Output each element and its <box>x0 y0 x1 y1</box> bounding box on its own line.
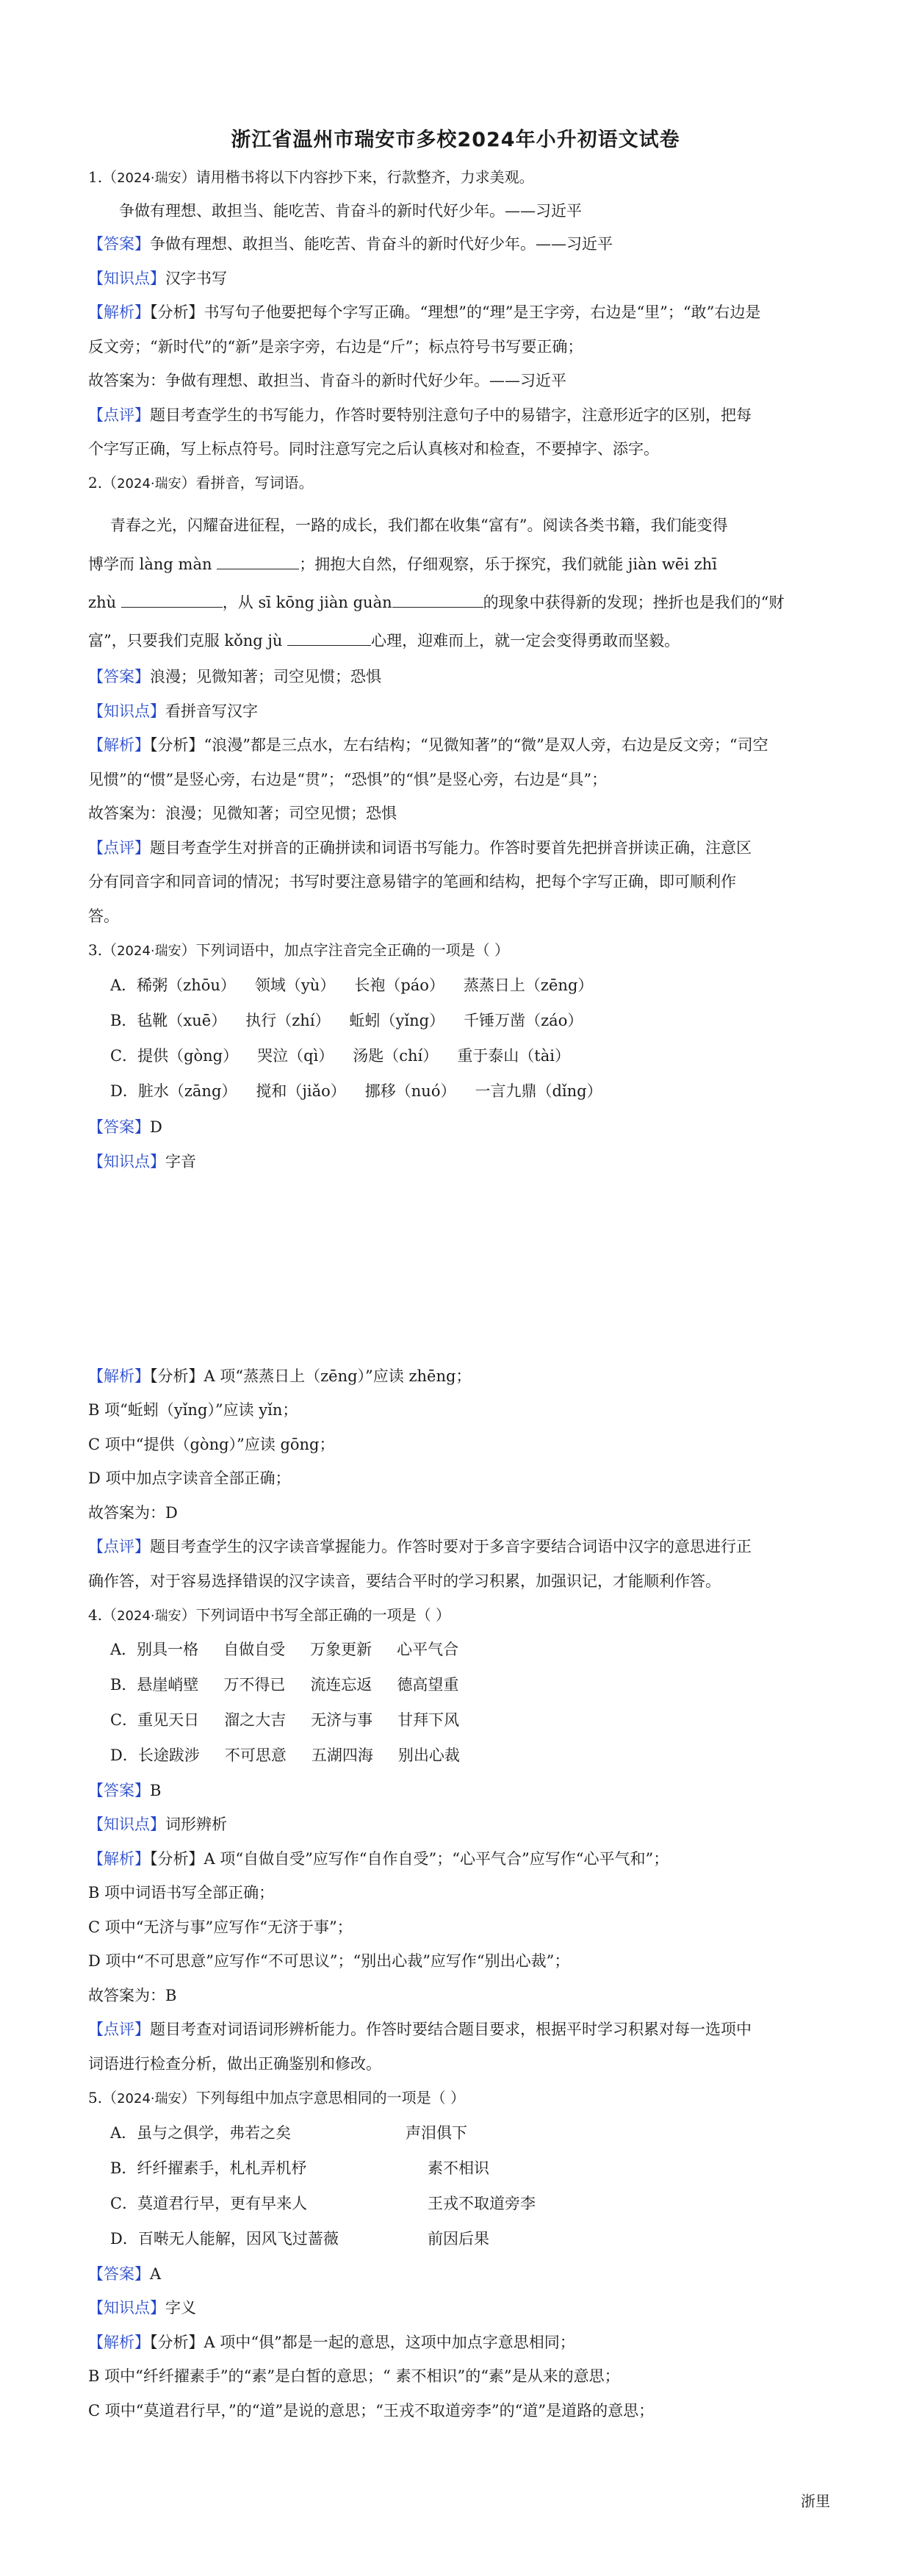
q1-analysis-3: 故答案为：争做有理想、敢担当、肯奋斗的新时代好少年。——习近平 <box>88 372 566 389</box>
option-word: 挪移（nuó） <box>364 1082 456 1100</box>
option-sentence: A．虽与之俱学，弗若之矣 <box>110 2124 292 2142</box>
q3-answer <box>88 1116 830 1138</box>
q3-analysis-3: C 项中“提供（gòng）”应读 gōng； <box>88 1436 335 1453</box>
option-word: D．脏水（zāng） <box>110 1082 237 1100</box>
answer-label: 【答案】 <box>88 235 150 253</box>
question-5 <box>88 2087 830 2110</box>
answer-text: 争做有理想、敢担当、能吃苦、肯奋斗的新时代好少年。——习近平 <box>150 235 613 253</box>
comment-label: 【点评】 <box>88 1538 150 1555</box>
q5-answer <box>88 2263 830 2285</box>
knowledge-text: 看拼音写汉字 <box>165 702 258 720</box>
option-word: B．毡靴（xuē） <box>110 1012 227 1029</box>
q2-comment-2: 分有同音字和同音词的情况；书写时要注意易错字的笔画和结构，把每个字写正确，即可顺利作 <box>88 873 736 891</box>
option-word: 五湖四海 <box>311 1746 373 1764</box>
q3-option-a[interactable] <box>110 974 852 996</box>
analysis-label: 【解析】 <box>88 736 150 754</box>
analysis-text: 【分析】书写句子他要把每个字写正确。“理想”的“理”是王字旁，右边是“里”；“敢”右边是 <box>150 303 761 321</box>
question-number: 3.（ <box>88 941 118 959</box>
q1-analysis-2: 反文旁；“新时代”的“新”是亲字旁，右边是“斤”；标点符号书写要正确； <box>88 338 583 356</box>
comment-text: 题目考查学生的汉字读音掌握能力。作答时要对于多音字要结合词语中汉字的意思进行正 <box>150 1538 752 1555</box>
page-footer: 浙里 <box>801 2492 830 2510</box>
q1-quote: 争做有理想、敢担当、能吃苦、肯奋斗的新时代好少年。——习近平 <box>119 202 582 220</box>
option-word: A．别具一格 <box>110 1641 199 1658</box>
q3-analysis-5: 故答案为：D <box>88 1504 178 1522</box>
passage-text: 博学而 làng màn <box>88 555 217 573</box>
option-word: 汤匙（chí） <box>353 1047 439 1065</box>
answer-label: 【答案】 <box>88 668 150 686</box>
q3-option-b[interactable] <box>110 1010 852 1032</box>
option-word: 德高望重 <box>397 1676 459 1694</box>
q1-answer <box>88 233 830 255</box>
answer-text: 浪漫；见微知著；司空见惯；恐惧 <box>150 668 381 686</box>
option-word: 心平气合 <box>397 1641 459 1658</box>
option-word: 别出心裁 <box>397 1746 460 1764</box>
q2-comment-3: 答。 <box>88 907 119 925</box>
option-word: 不可思意 <box>224 1746 287 1764</box>
q5-analysis-1 <box>88 2331 830 2353</box>
question-source: 2024·瑞安 <box>117 2091 181 2107</box>
q4-option-c[interactable] <box>110 1709 852 1731</box>
passage-text: zhù <box>88 594 121 611</box>
q2-analysis-1 <box>88 734 830 756</box>
q2-passage-1: 青春之光，闪耀奋进征程，一路的成长，我们都在收集“富有”。阅读各类书籍，我们能变得 <box>110 517 728 534</box>
q5-option-b[interactable] <box>110 2157 852 2179</box>
option-word: 蚯蚓（yǐng） <box>349 1012 445 1029</box>
option-word: D．长途跋涉 <box>110 1746 200 1764</box>
comment-label: 【点评】 <box>88 406 150 424</box>
passage-text: ，从 sī kōng jiàn guàn <box>222 594 392 611</box>
option-word: 执行（zhí） <box>245 1012 331 1029</box>
question-source: 2024·瑞安 <box>117 476 181 492</box>
q2-passage-4 <box>88 629 830 652</box>
q5-analysis-2: B 项中“纤纤擢素手”的“素”是白皙的意思；“ 素不相识”的“素”是从来的意思； <box>88 2367 620 2385</box>
q1-comment-2: 个字写正确，写上标点符号。同时注意写完之后认真核对和检查，不要掉字、添字。 <box>88 440 659 458</box>
q5-option-a[interactable] <box>110 2122 852 2144</box>
analysis-label: 【解析】 <box>88 303 150 321</box>
option-sentence: C．莫道君行早，更有早来人 <box>110 2195 308 2212</box>
option-word: 王戎不取道旁李 <box>428 2195 536 2212</box>
q5-option-d[interactable] <box>110 2228 852 2250</box>
option-sentence: B．纤纤擢素手，札札弄机杼 <box>110 2159 307 2177</box>
option-word: 万不得已 <box>223 1676 286 1694</box>
q1-knowledge <box>88 267 830 289</box>
q3-comment-1 <box>88 1536 830 1558</box>
answer-text: B <box>150 1782 162 1799</box>
knowledge-text: 汉字书写 <box>165 270 227 287</box>
q4-knowledge <box>88 1813 830 1835</box>
option-word: 甘拜下风 <box>397 1711 460 1729</box>
knowledge-text: 词形辨析 <box>165 1816 227 1833</box>
analysis-text: 【分析】A 项“蒸蒸日上（zēng）”应读 zhēng； <box>150 1367 472 1385</box>
answer-label: 【答案】 <box>88 1118 150 1136</box>
q4-comment-2: 词语进行检查分析，做出正确鉴别和修改。 <box>88 2055 381 2073</box>
q2-analysis-2: 见惯”的“惯”是竖心旁，右边是“贯”；“恐惧”的“惧”是竖心旁，右边是“具”； <box>88 771 608 788</box>
q3-comment-2: 确作答，对于容易选择错误的汉字读音，要结合平时的学习积累，加强识记，才能顺利作答。 <box>88 1572 721 1590</box>
analysis-label: 【解析】 <box>88 1850 150 1868</box>
option-word: 领域（yù） <box>254 976 336 994</box>
knowledge-label: 【知识点】 <box>88 2299 165 2317</box>
option-word: 千锤万凿（záo） <box>464 1012 583 1029</box>
passage-text: 富”，只要我们克服 kǒng jù <box>88 632 288 650</box>
option-word: B．悬崖峭壁 <box>110 1676 199 1694</box>
comment-label: 【点评】 <box>88 839 150 857</box>
option-word: A．稀粥（zhōu） <box>110 976 236 994</box>
option-word: 自做自受 <box>223 1641 286 1658</box>
q3-option-d[interactable] <box>110 1080 852 1102</box>
comment-text: 题目考查学生对拼音的正确拼读和词语书写能力。作答时要首先把拼音拼读正确，注意区 <box>150 839 752 857</box>
option-word: 声泪俱下 <box>406 2124 467 2142</box>
q2-comment-1 <box>88 837 830 859</box>
question-prompt: ）请用楷书将以下内容抄下来，行款整齐，力求美观。 <box>181 168 534 186</box>
question-number: 5.（ <box>88 2089 118 2107</box>
option-word: C．提供（gòng） <box>110 1047 239 1065</box>
q5-knowledge <box>88 2297 830 2319</box>
analysis-label: 【解析】 <box>88 1367 150 1385</box>
q5-analysis-3: C 项中“莫道君行早，”的“道”是说的意思；“王戎不取道旁李”的“道”是道路的意思； <box>88 2402 655 2420</box>
question-2 <box>88 472 830 495</box>
q4-analysis-3: C 项中“无济与事”应写作“无济于事”； <box>88 1918 353 1936</box>
option-word: 一言九鼎（dǐng） <box>475 1082 602 1100</box>
analysis-text: 【分析】“浪漫”都是三点水，左右结构；“见微知著”的“微”是双人旁，右边是反文旁；“司空 <box>150 736 768 754</box>
q5-option-c[interactable] <box>110 2192 852 2215</box>
q4-analysis-4: D 项中“不可思意”应写作“不可思议”；“别出心裁”应写作“别出心裁”； <box>88 1952 570 1970</box>
q1-comment-1 <box>88 404 830 426</box>
question-number: 2.（ <box>88 474 118 492</box>
question-1 <box>88 166 830 190</box>
option-word: 无济与事 <box>311 1711 373 1729</box>
knowledge-label: 【知识点】 <box>88 702 165 720</box>
question-source: 2024·瑞安 <box>117 170 181 186</box>
q3-analysis-4: D 项中加点字读音全部正确； <box>88 1469 291 1487</box>
option-word: 重于泰山（tài） <box>457 1047 570 1065</box>
option-word: 哭泣（qì） <box>257 1047 334 1065</box>
q2-passage-3 <box>88 591 830 614</box>
option-sentence: D．百啭无人能解，因风飞过蔷薇 <box>110 2230 339 2248</box>
option-word: C．重见天日 <box>110 1711 200 1729</box>
knowledge-label: 【知识点】 <box>88 270 165 287</box>
answer-blank[interactable] <box>121 591 223 608</box>
question-prompt: ）看拼音，写词语。 <box>181 474 314 492</box>
question-source: 2024·瑞安 <box>117 1608 181 1624</box>
option-word: 长袍（páo） <box>354 976 444 994</box>
q2-answer <box>88 666 830 688</box>
passage-text: 的现象中获得新的发现；挫折也是我们的“财 <box>483 594 785 611</box>
analysis-label: 【解析】 <box>88 2334 150 2351</box>
answer-blank[interactable] <box>287 629 371 646</box>
answer-label: 【答案】 <box>88 2265 150 2283</box>
knowledge-label: 【知识点】 <box>88 1816 165 1833</box>
q3-analysis-1 <box>88 1365 830 1387</box>
q4-analysis-1 <box>88 1848 830 1870</box>
question-source: 2024·瑞安 <box>117 943 181 959</box>
answer-blank[interactable] <box>392 591 483 608</box>
question-number: 1.（ <box>88 168 118 186</box>
question-prompt: ）下列词语中书写全部正确的一项是（ ） <box>181 1606 450 1624</box>
option-word: 流连忘返 <box>310 1676 372 1694</box>
option-word: 溜之大吉 <box>224 1711 287 1729</box>
knowledge-label: 【知识点】 <box>88 1153 165 1170</box>
analysis-text: 【分析】A 项“自做自受”应写作“自作自受”；“心平气合”应写作“心平气和”； <box>150 1850 669 1868</box>
q1-analysis-1 <box>88 301 830 323</box>
comment-text: 题目考查对词语词形辨析能力。作答时要结合题目要求，根据平时学习积累对每一选项中 <box>150 2021 752 2038</box>
option-word: 搅和（jiǎo） <box>256 1082 346 1100</box>
answer-blank[interactable] <box>217 553 299 569</box>
answer-label: 【答案】 <box>88 1782 150 1799</box>
question-prompt: ）下列词语中，加点字注音完全正确的一项是（ ） <box>181 941 509 959</box>
q2-passage-2 <box>88 553 830 575</box>
analysis-text: 【分析】A 项中“俱”都是一起的意思，这项中加点字意思相同； <box>150 2334 575 2351</box>
q2-analysis-3: 故答案为：浪漫；见微知著；司空见惯；恐惧 <box>88 805 397 822</box>
question-number: 4.（ <box>88 1606 118 1624</box>
question-prompt: ）下列每组中加点字意思相同的一项是（ ） <box>181 2089 465 2107</box>
knowledge-text: 字音 <box>165 1153 196 1170</box>
option-word: 素不相识 <box>428 2159 489 2177</box>
option-word: 蒸蒸日上（zēng） <box>463 976 594 994</box>
q4-option-d[interactable] <box>110 1744 852 1766</box>
q4-analysis-2: B 项中词语书写全部正确； <box>88 1884 275 1902</box>
option-word: 前因后果 <box>428 2230 489 2248</box>
q4-answer <box>88 1780 830 1802</box>
q3-analysis-2: B 项“蚯蚓（yǐng）”应读 yǐn； <box>88 1401 298 1419</box>
q3-option-c[interactable] <box>110 1045 852 1067</box>
q4-option-b[interactable] <box>110 1674 852 1696</box>
q2-knowledge <box>88 700 830 722</box>
page-title: 浙江省温州市瑞安市多校2024年小升初语文试卷 <box>231 129 680 151</box>
comment-label: 【点评】 <box>88 2021 150 2038</box>
question-4 <box>88 1604 830 1627</box>
knowledge-text: 字义 <box>165 2299 196 2317</box>
answer-text: D <box>150 1118 162 1136</box>
q4-analysis-5: 故答案为：B <box>88 1987 177 2004</box>
passage-text: 心理，迎难而上，就一定会变得勇敢而坚毅。 <box>371 632 680 650</box>
q3-knowledge <box>88 1151 830 1173</box>
option-word: 万象更新 <box>310 1641 372 1658</box>
comment-text: 题目考查学生的书写能力，作答时要特别注意句子中的易错字，注意形近字的区别，把每 <box>150 406 752 424</box>
answer-text: A <box>150 2265 162 2283</box>
q4-option-a[interactable] <box>110 1638 852 1661</box>
question-3 <box>88 939 830 963</box>
passage-text: ；拥抱大自然，仔细观察，乐于探究，我们就能 jiàn wēi zhī <box>299 555 717 573</box>
q4-comment-1 <box>88 2018 830 2040</box>
